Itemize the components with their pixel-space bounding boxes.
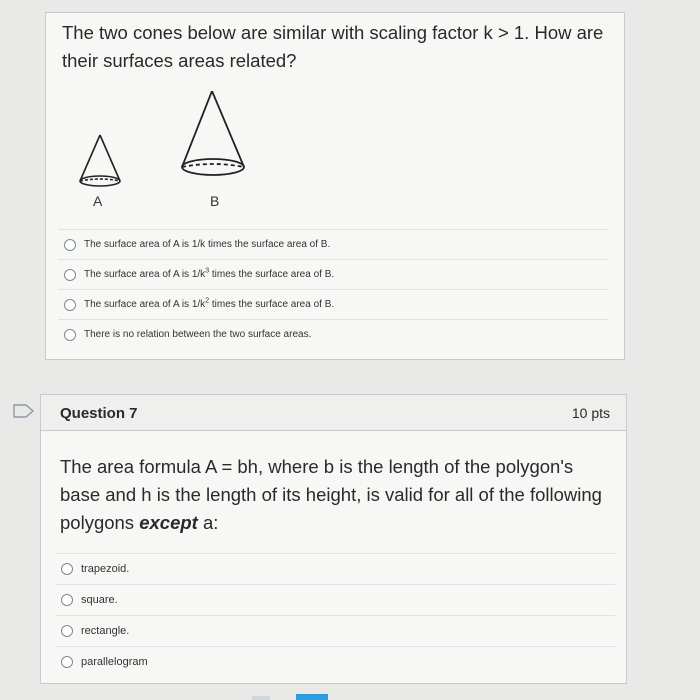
question-6-text: The two cones below are similar with scaling factor k > 1. How are their surfaces areas related?	[62, 22, 604, 71]
answer-option[interactable]	[58, 289, 608, 319]
cone-b	[182, 91, 244, 175]
answer-option-text: parallelogram	[81, 656, 148, 668]
radio-button[interactable]	[61, 656, 73, 668]
answer-option-text: The surface area of A is 1/k times the surface area of B.	[84, 239, 331, 250]
question-7-header	[41, 395, 626, 431]
answer-option[interactable]	[58, 319, 608, 349]
question-6-card	[45, 12, 625, 360]
answer-option[interactable]	[58, 229, 608, 259]
answer-option[interactable]	[58, 259, 608, 289]
answer-option-text: rectangle.	[81, 625, 130, 637]
answer-option-text: The surface area of A is $1/k^2$ times the surface area of B.	[84, 297, 335, 310]
cone-a	[80, 135, 120, 186]
radio-button[interactable]	[61, 563, 73, 575]
answer-option[interactable]	[55, 615, 615, 646]
answer-option[interactable]	[55, 646, 615, 677]
answer-option-text: The surface area of A is $1/k^3$ times the surface area of B.	[84, 267, 335, 280]
question-title: Question 7	[60, 405, 138, 422]
answer-option[interactable]	[55, 553, 615, 584]
cone-a-label: A	[93, 193, 103, 209]
radio-button[interactable]	[61, 625, 73, 637]
question-points: 10 pts	[571, 405, 610, 421]
radio-button[interactable]	[64, 299, 76, 311]
answer-option-text: trapezoid.	[81, 563, 130, 575]
question-6-options	[58, 229, 608, 349]
taskbar-edge	[252, 696, 270, 700]
similar-cones-figure	[74, 91, 274, 216]
question-7-options	[55, 553, 615, 677]
taskbar-app-icon[interactable]	[296, 694, 328, 700]
radio-button[interactable]	[64, 239, 76, 251]
flag-question-icon[interactable]	[13, 404, 35, 418]
radio-button[interactable]	[61, 594, 73, 606]
radio-button[interactable]	[64, 329, 76, 341]
question-7-card	[40, 394, 627, 684]
answer-option-text: square.	[81, 594, 118, 606]
radio-button[interactable]	[64, 269, 76, 281]
answer-option-text: There is no relation between the two surface areas.	[84, 329, 312, 340]
question-7-text: The area formula A = bh, where b is the length of the polygon's base and h is the length of its height, is valid for all of the following polygons except a:	[60, 456, 602, 533]
answer-option[interactable]	[55, 584, 615, 615]
cone-b-label: B	[210, 193, 220, 209]
